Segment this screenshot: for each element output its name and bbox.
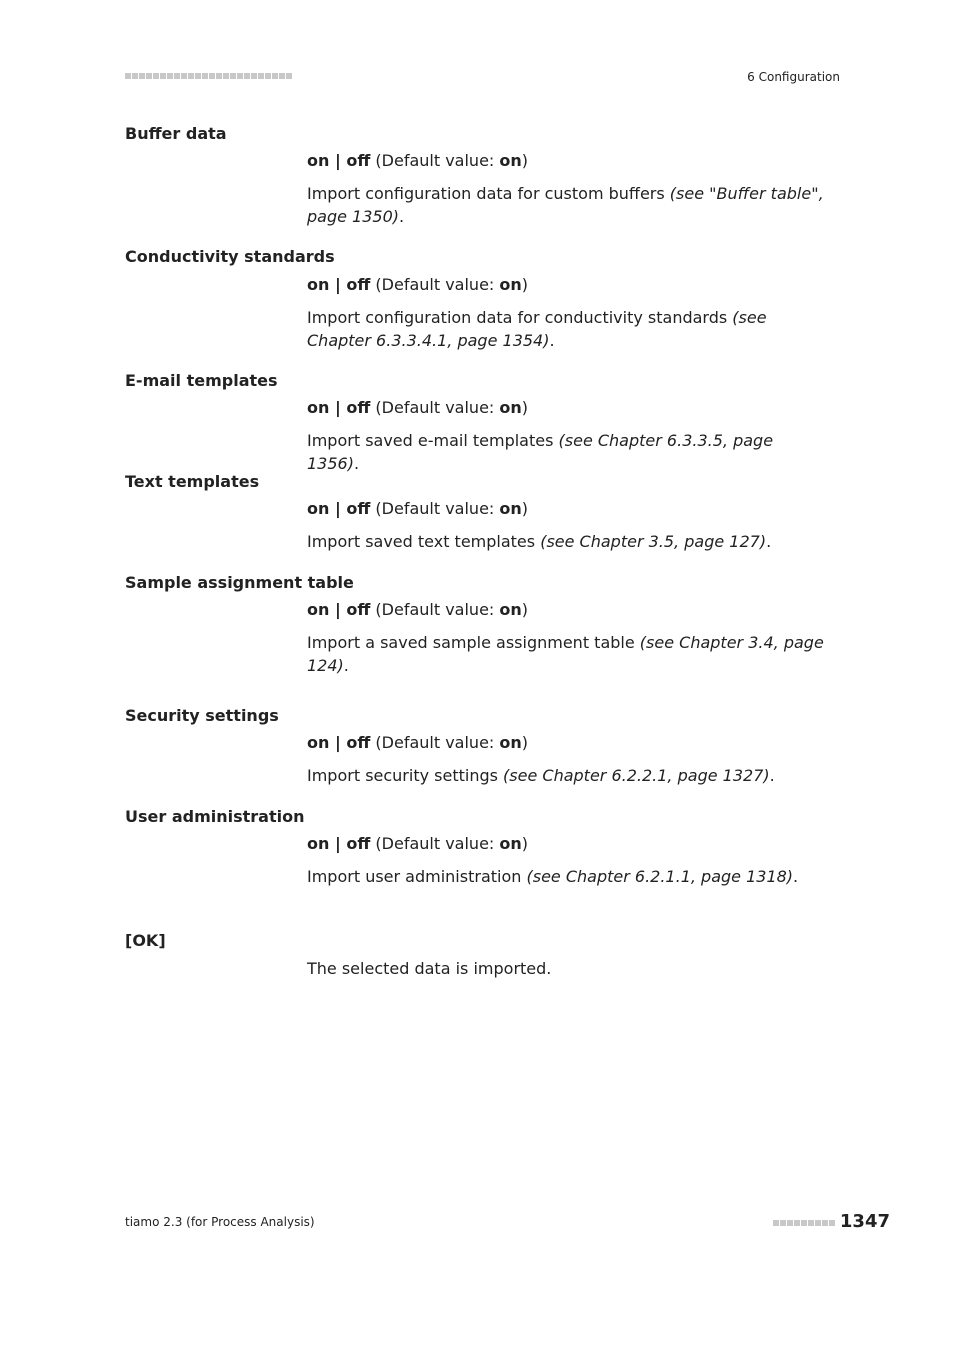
option-off: off (346, 834, 371, 853)
option-line-text-templates (307, 499, 528, 518)
option-line-email-templates (307, 398, 528, 417)
section-title-text-templates: Text templates (125, 472, 260, 491)
option-on: on (307, 733, 330, 752)
option-line-conductivity-standards (307, 275, 528, 294)
default-close: ) (521, 600, 529, 619)
option-line-buffer-data (307, 151, 528, 170)
description-end: . (769, 766, 775, 785)
cross-reference[interactable]: (see Chapter 6.3.3.4.1, page 1354) (307, 308, 767, 350)
description-text: Import security settings (307, 766, 504, 785)
description-text: Import configuration data for custom buffers (307, 184, 670, 203)
description-buffer-data (307, 182, 827, 228)
default-value: on (499, 275, 522, 294)
default-value: on (499, 499, 522, 518)
footer-decoration (773, 1220, 835, 1228)
option-line-security-settings (307, 733, 528, 752)
default-label: (Default value: (370, 151, 500, 170)
description-user-administration (307, 865, 827, 888)
description-text: Import saved text templates (307, 532, 541, 551)
default-value: on (499, 151, 522, 170)
default-close: ) (521, 834, 529, 853)
section-title-ok: [OK] (125, 931, 166, 950)
description-text: Import saved e-mail templates (307, 431, 559, 450)
section-title-security-settings: Security settings (125, 706, 279, 725)
default-label: (Default value: (370, 834, 500, 853)
option-separator: | (329, 398, 347, 417)
option-on: on (307, 151, 330, 170)
default-value: on (499, 398, 522, 417)
option-on: on (307, 398, 330, 417)
option-separator: | (329, 600, 347, 619)
description-ok: The selected data is imported. (307, 959, 552, 978)
description-end: . (793, 867, 799, 886)
default-close: ) (521, 275, 529, 294)
section-title-sample-assignment-table: Sample assignment table (125, 573, 354, 592)
option-separator: | (329, 275, 347, 294)
option-off: off (346, 499, 371, 518)
description-email-templates (307, 429, 827, 475)
default-label: (Default value: (370, 499, 500, 518)
description-security-settings (307, 764, 827, 787)
header-decoration (125, 73, 292, 81)
default-value: on (499, 733, 522, 752)
default-value: on (499, 834, 522, 853)
default-close: ) (521, 398, 529, 417)
cross-reference[interactable]: (see "Buffer table", page 1350) (307, 184, 824, 226)
cross-reference[interactable]: (see Chapter 6.3.3.5, page 1356) (307, 431, 774, 473)
description-end: . (353, 454, 360, 473)
option-on: on (307, 499, 330, 518)
section-title-email-templates: E-mail templates (125, 371, 278, 390)
option-line-sample-assignment-table (307, 600, 528, 619)
option-on: on (307, 275, 330, 294)
option-on: on (307, 600, 330, 619)
description-text: Import user administration (307, 867, 527, 886)
chapter-heading: 6 Configuration (747, 70, 840, 84)
option-off: off (346, 600, 371, 619)
page-number: 1347 (839, 1211, 890, 1232)
option-line-user-administration (307, 834, 528, 853)
default-close: ) (521, 499, 529, 518)
description-end: . (549, 331, 555, 350)
description-text: Import configuration data for conductivity standards (307, 308, 733, 327)
option-off: off (346, 733, 371, 752)
section-title-conductivity-standards: Conductivity standards (125, 247, 335, 266)
description-conductivity-standards (307, 306, 827, 352)
option-off: off (346, 398, 371, 417)
section-title-user-administration: User administration (125, 807, 305, 826)
option-separator: | (329, 733, 347, 752)
cross-reference[interactable]: (see Chapter 3.4, page 124) (307, 633, 824, 675)
description-end: . (766, 532, 772, 551)
option-separator: | (329, 499, 347, 518)
option-separator: | (329, 151, 347, 170)
cross-reference[interactable]: (see Chapter 3.5, page 127) (540, 532, 767, 551)
footer-product: tiamo 2.3 (for Process Analysis) (125, 1215, 315, 1229)
description-end: . (343, 656, 349, 675)
default-value: on (499, 600, 522, 619)
default-label: (Default value: (370, 398, 500, 417)
default-label: (Default value: (370, 600, 500, 619)
option-separator: | (329, 834, 347, 853)
description-end: . (399, 207, 405, 226)
option-on: on (307, 834, 330, 853)
cross-reference[interactable]: (see Chapter 6.2.1.1, page 1318) (526, 867, 794, 886)
default-label: (Default value: (370, 733, 500, 752)
default-close: ) (521, 151, 529, 170)
description-text-templates (307, 530, 827, 553)
default-close: ) (521, 733, 529, 752)
description-sample-assignment-table (307, 631, 827, 677)
default-label: (Default value: (370, 275, 500, 294)
option-off: off (346, 151, 371, 170)
section-title-buffer-data: Buffer data (125, 124, 227, 143)
cross-reference[interactable]: (see Chapter 6.2.2.1, page 1327) (503, 766, 770, 785)
description-text: Import a saved sample assignment table (307, 633, 640, 652)
option-off: off (346, 275, 371, 294)
